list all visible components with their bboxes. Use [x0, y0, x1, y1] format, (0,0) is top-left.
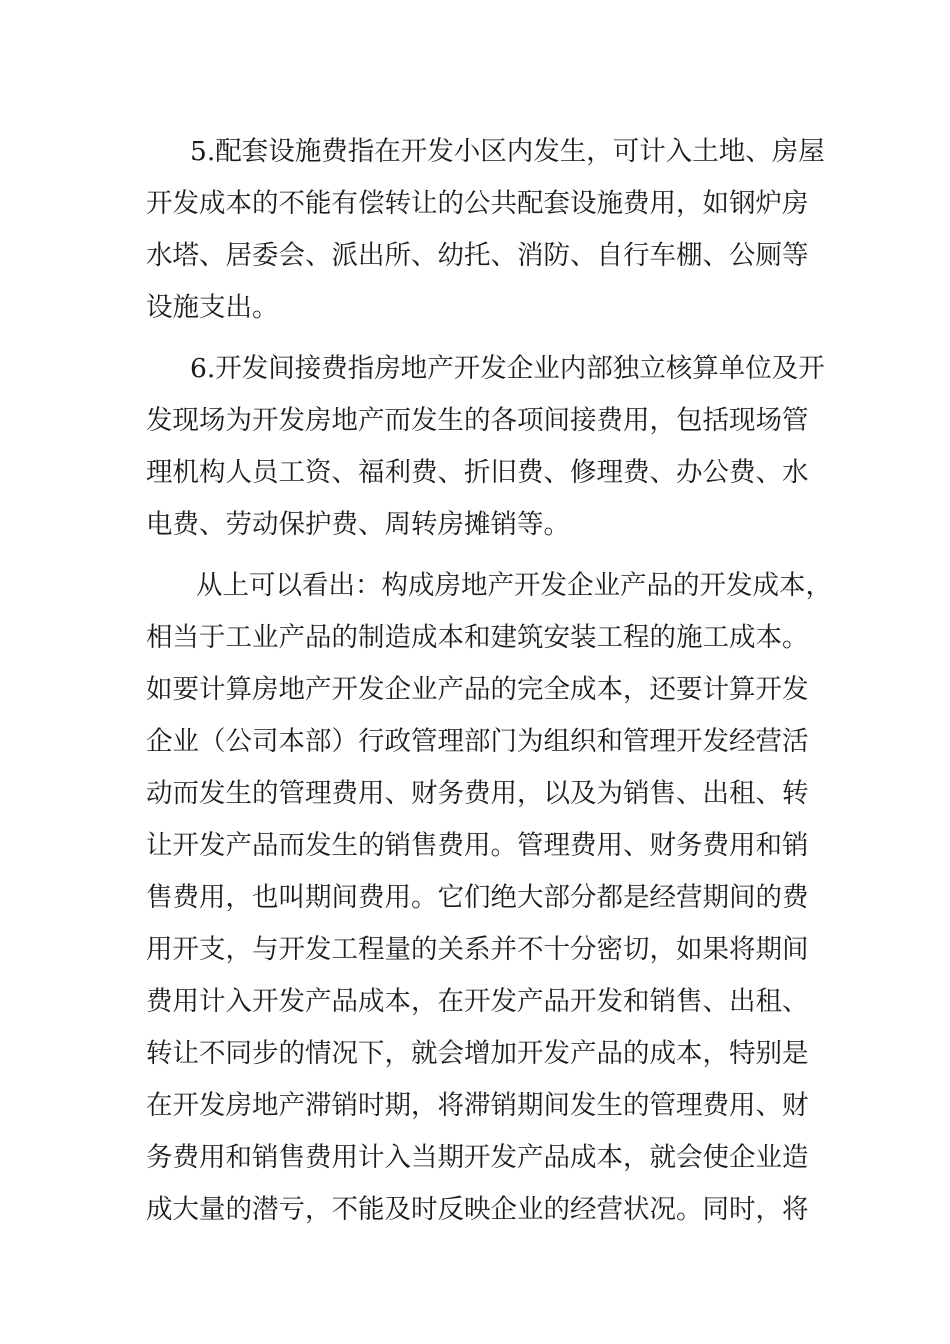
- text-line: 动而发生的管理费用、财务费用，以及为销售、出租、转: [146, 778, 809, 809]
- text-line: 设施支出。: [146, 292, 279, 323]
- text-line: 让开发产品而发生的销售费用。管理费用、财务费用和销: [146, 830, 809, 861]
- text-line: 从上可以看出：构成房地产开发企业产品的开发成本，: [196, 570, 832, 601]
- document-body: [146, 126, 832, 1236]
- text-line: 水塔、居委会、派出所、幼托、消防、自行车棚、公厕等: [146, 240, 809, 271]
- text-line: 售费用，也叫期间费用。它们绝大部分都是经营期间的费: [146, 882, 809, 913]
- paragraph-indirect-development-fee: [146, 343, 825, 551]
- text-line: 相当于工业产品的制造成本和建筑安装工程的施工成本。: [146, 622, 809, 653]
- paragraph-conclusion-period-expenses: [146, 560, 832, 1236]
- text-line: 6.开发间接费指房地产开发企业内部独立核算单位及开: [190, 353, 825, 384]
- text-line: 费用计入开发产品成本，在开发产品开发和销售、出租、: [146, 986, 809, 1017]
- text-line: 发现场为开发房地产而发生的各项间接费用，包括现场管: [146, 405, 809, 436]
- text-line: 电费、劳动保护费、周转房摊销等。: [146, 509, 570, 540]
- text-line: 在开发房地产滞销时期，将滞销期间发生的管理费用、财: [146, 1090, 809, 1121]
- text-line: 如要计算房地产开发企业产品的完全成本，还要计算开发: [146, 674, 809, 705]
- text-line: 理机构人员工资、福利费、折旧费、修理费、办公费、水: [146, 457, 809, 488]
- text-line: 成大量的潜亏，不能及时反映企业的经营状况。同时，将: [146, 1194, 809, 1225]
- text-line: 务费用和销售费用计入当期开发产品成本，就会使企业造: [146, 1142, 809, 1173]
- text-line: 开发成本的不能有偿转让的公共配套设施费用，如钢炉房: [146, 188, 809, 219]
- text-line: 转让不同步的情况下，就会增加开发产品的成本，特别是: [146, 1038, 809, 1069]
- paragraph-supporting-facilities-fee: [146, 126, 825, 334]
- text-line: 5.配套设施费指在开发小区内发生，可计入土地、房屋: [190, 136, 825, 167]
- text-line: 用开支，与开发工程量的关系并不十分密切，如果将期间: [146, 934, 809, 965]
- text-line: 企业（公司本部）行政管理部门为组织和管理开发经营活: [146, 726, 809, 757]
